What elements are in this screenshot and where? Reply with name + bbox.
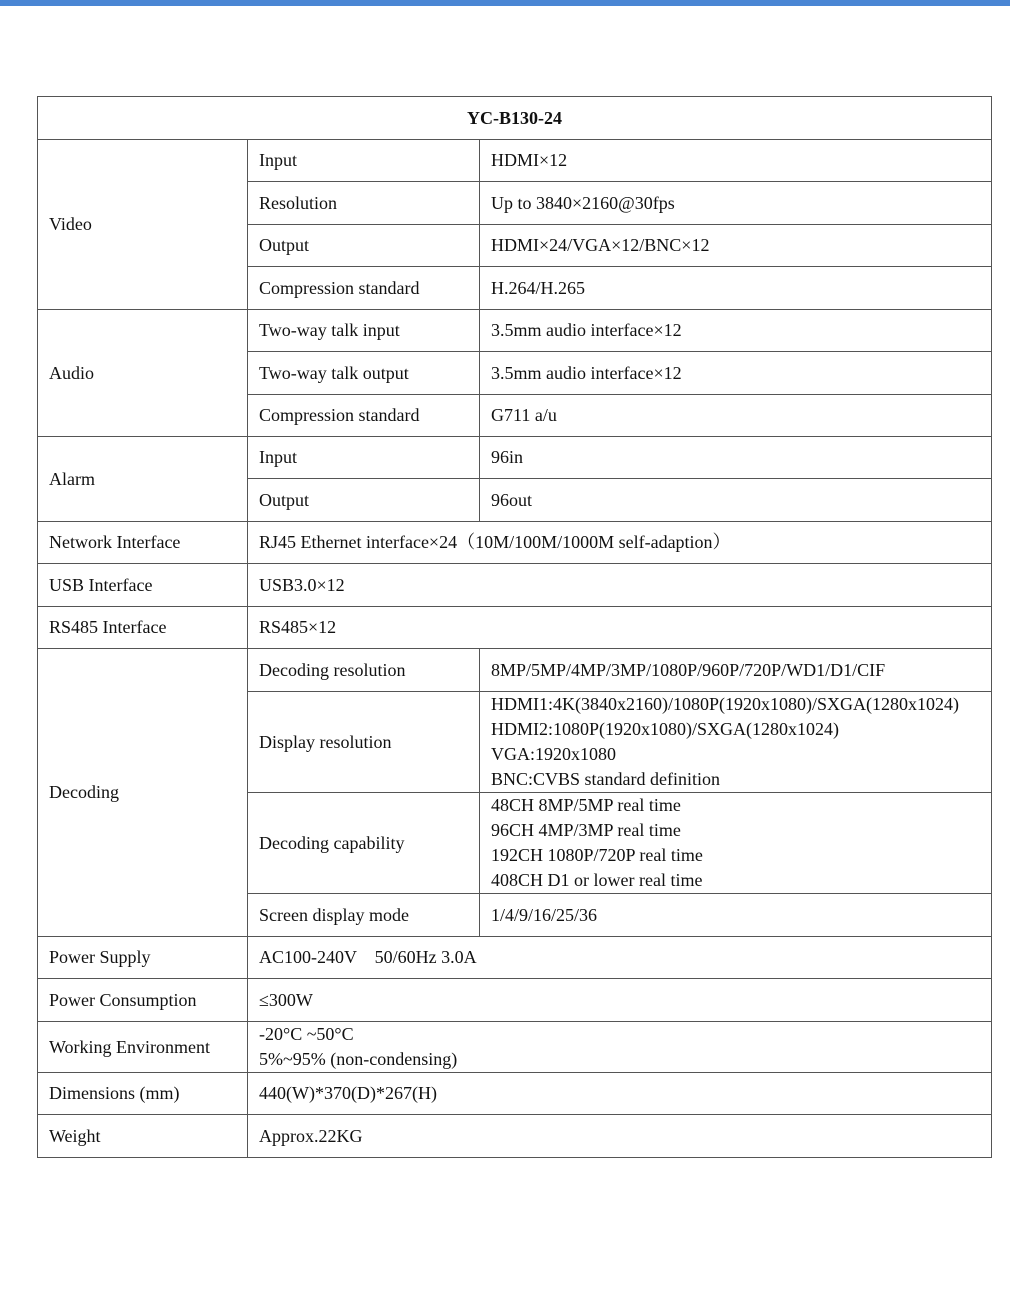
screen-mode-label: Screen display mode — [248, 894, 480, 937]
network-label: Network Interface — [38, 522, 248, 564]
video-input-value: HDMI×12 — [480, 140, 992, 182]
rs485-value: RS485×12 — [248, 607, 992, 649]
display-resolution-line: HDMI2:1080P(1920x1080)/SXGA(1280x1024) — [491, 719, 839, 739]
decoding-resolution-label: Decoding resolution — [248, 649, 480, 692]
environment-label: Working Environment — [38, 1022, 248, 1073]
table-row — [38, 310, 992, 352]
decoding-capability-line: 192CH 1080P/720P real time — [491, 845, 703, 865]
table-row — [38, 564, 992, 607]
title-row — [38, 97, 992, 140]
alarm-input-label: Input — [248, 437, 480, 479]
display-resolution-line: VGA:1920x1080 — [491, 744, 616, 764]
display-resolution-value — [480, 692, 992, 793]
video-resolution-label: Resolution — [248, 182, 480, 225]
alarm-output-label: Output — [248, 479, 480, 522]
audio-talk-output-label: Two-way talk output — [248, 352, 480, 395]
display-resolution-line: HDMI1:4K(3840x2160)/1080P(1920x1080)/SXGA(1280x1024) — [491, 694, 959, 714]
table-row — [38, 937, 992, 979]
audio-compression-label: Compression standard — [248, 395, 480, 437]
decoding-capability-line: 96CH 4MP/3MP real time — [491, 820, 681, 840]
rs485-label: RS485 Interface — [38, 607, 248, 649]
video-output-value: HDMI×24/VGA×12/BNC×12 — [480, 225, 992, 267]
audio-talk-input-value: 3.5mm audio interface×12 — [480, 310, 992, 352]
power-supply-label: Power Supply — [38, 937, 248, 979]
decoding-capability-value — [480, 793, 992, 894]
video-input-label: Input — [248, 140, 480, 182]
display-resolution-line: BNC:CVBS standard definition — [491, 769, 720, 789]
environment-line: -20°C ~50°C — [259, 1024, 354, 1044]
video-resolution-value: Up to 3840×2160@30fps — [480, 182, 992, 225]
network-value: RJ45 Ethernet interface×24（10M/100M/1000M self-adaption） — [248, 522, 992, 564]
table-row — [38, 1022, 992, 1073]
environment-value — [248, 1022, 992, 1073]
table-row — [38, 437, 992, 479]
environment-line: 5%~95% (non-condensing) — [259, 1049, 458, 1069]
decoding-capability-line: 48CH 8MP/5MP real time — [491, 795, 681, 815]
alarm-output-value: 96out — [480, 479, 992, 522]
display-resolution-label: Display resolution — [248, 692, 480, 793]
spec-table — [37, 96, 992, 1158]
decoding-capability-label: Decoding capability — [248, 793, 480, 894]
dimensions-value: 440(W)*370(D)*267(H) — [248, 1073, 992, 1115]
alarm-input-value: 96in — [480, 437, 992, 479]
table-row — [38, 607, 992, 649]
video-output-label: Output — [248, 225, 480, 267]
power-supply-value: AC100-240V 50/60Hz 3.0A — [248, 937, 992, 979]
audio-category: Audio — [38, 310, 248, 437]
audio-talk-input-label: Two-way talk input — [248, 310, 480, 352]
dimensions-label: Dimensions (mm) — [38, 1073, 248, 1115]
power-consumption-label: Power Consumption — [38, 979, 248, 1022]
usb-label: USB Interface — [38, 564, 248, 607]
video-compression-label: Compression standard — [248, 267, 480, 310]
model-title: YC-B130-24 — [38, 97, 992, 140]
power-consumption-value: ≤300W — [248, 979, 992, 1022]
video-category: Video — [38, 140, 248, 310]
audio-talk-output-value: 3.5mm audio interface×12 — [480, 352, 992, 395]
decoding-resolution-value: 8MP/5MP/4MP/3MP/1080P/960P/720P/WD1/D1/CIF — [480, 649, 992, 692]
weight-value: Approx.22KG — [248, 1115, 992, 1158]
table-row — [38, 140, 992, 182]
video-compression-value: H.264/H.265 — [480, 267, 992, 310]
usb-value: USB3.0×12 — [248, 564, 992, 607]
table-row — [38, 1073, 992, 1115]
weight-label: Weight — [38, 1115, 248, 1158]
screen-mode-value: 1/4/9/16/25/36 — [480, 894, 992, 937]
alarm-category: Alarm — [38, 437, 248, 522]
decoding-category: Decoding — [38, 649, 248, 937]
table-row — [38, 522, 992, 564]
table-row — [38, 1115, 992, 1158]
table-row — [38, 649, 992, 692]
top-accent-bar — [0, 0, 1010, 6]
table-row — [38, 979, 992, 1022]
decoding-capability-line: 408CH D1 or lower real time — [491, 870, 703, 890]
audio-compression-value: G711 a/u — [480, 395, 992, 437]
